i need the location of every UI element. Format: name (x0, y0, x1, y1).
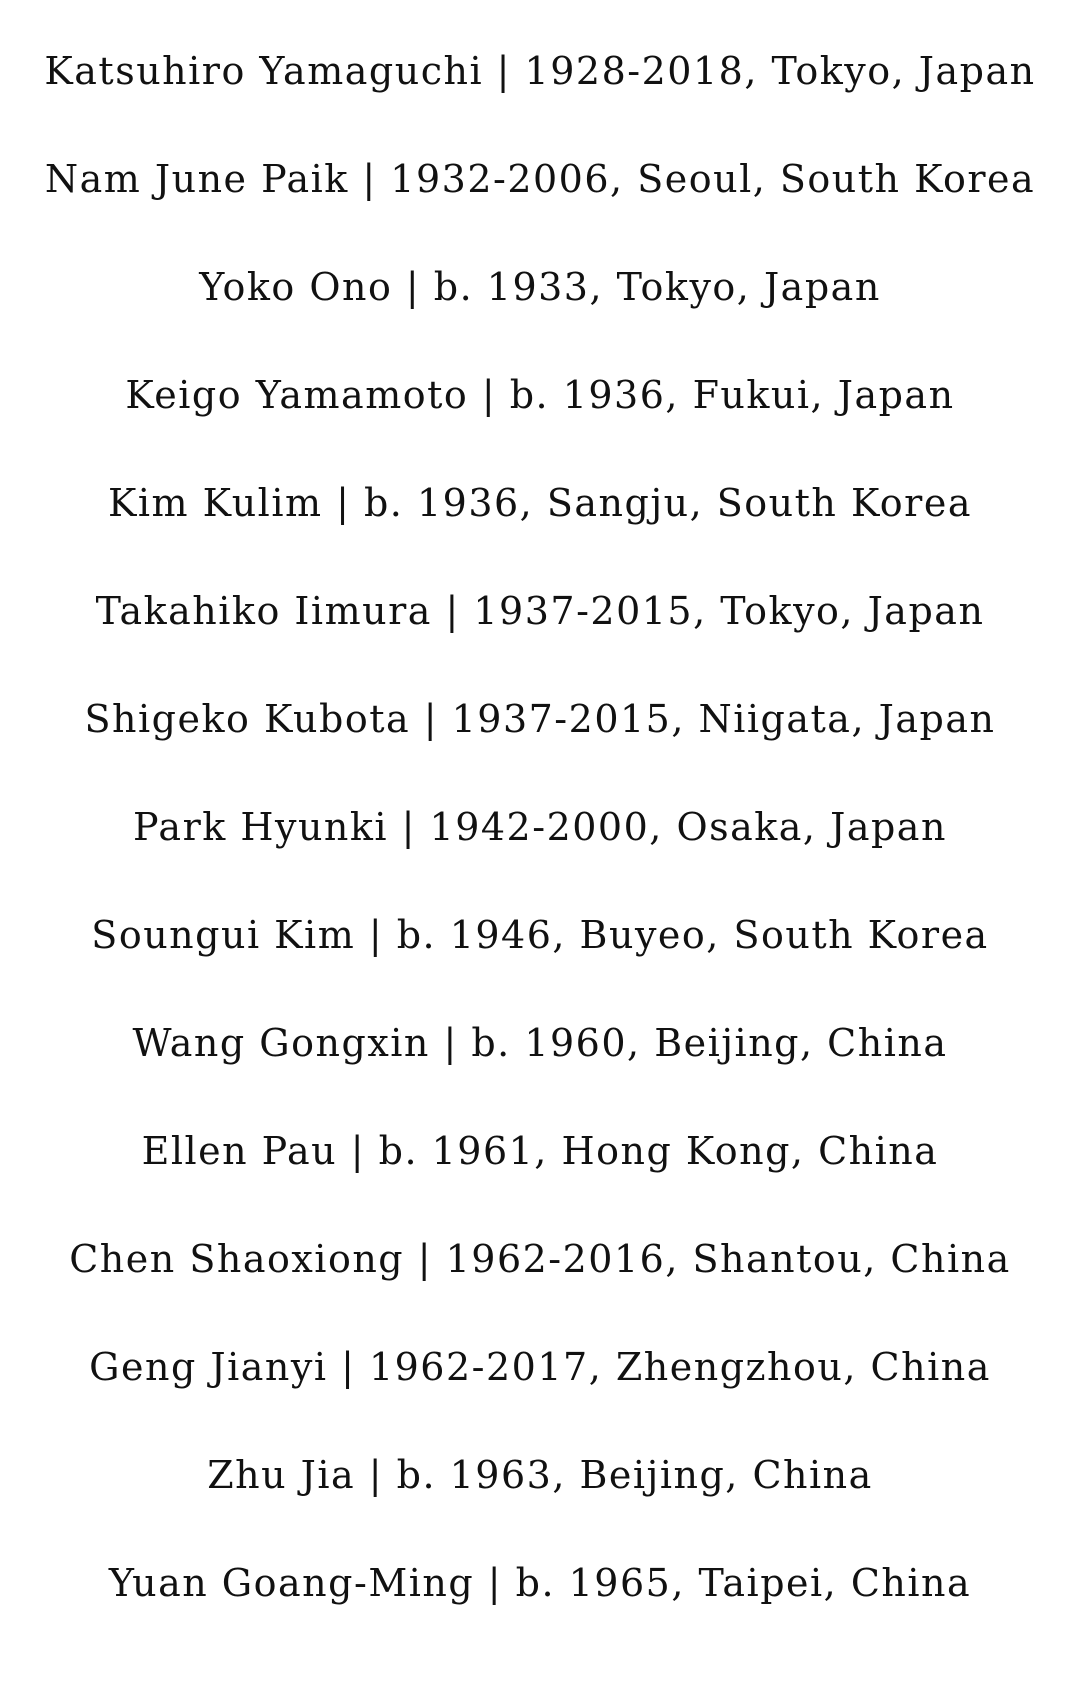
artist-line: Nam June Paik | 1932-2006, Seoul, South Korea (44, 157, 1036, 201)
artist-line: Yuan Goang-Ming | b. 1965, Taipei, China (108, 1561, 972, 1605)
artist-line: Kim Kulim | b. 1936, Sangju, South Korea (108, 481, 972, 525)
artist-line: Soungui Kim | b. 1946, Buyeo, South Korea (91, 913, 989, 957)
artist-line: Zhu Jia | b. 1963, Beijing, China (207, 1453, 873, 1497)
artist-line: Park Hyunki | 1942-2000, Osaka, Japan (133, 805, 947, 849)
artist-line: Chen Shaoxiong | 1962-2016, Shantou, China (69, 1237, 1011, 1281)
artist-line: Yoko Ono | b. 1933, Tokyo, Japan (199, 265, 881, 309)
artist-line: Takahiko Iimura | 1937-2015, Tokyo, Japan (95, 589, 985, 633)
artist-line: Ellen Pau | b. 1961, Hong Kong, China (141, 1129, 939, 1173)
artist-line: Wang Gongxin | b. 1960, Beijing, China (132, 1021, 948, 1065)
artist-line: Shigeko Kubota | 1937-2015, Niigata, Japan (84, 697, 996, 741)
artist-line: Katsuhiro Yamaguchi | 1928-2018, Tokyo, Japan (44, 49, 1036, 93)
artist-line: Keigo Yamamoto | b. 1936, Fukui, Japan (125, 373, 955, 417)
artist-line: Geng Jianyi | 1962-2017, Zhengzhou, China (89, 1345, 991, 1389)
